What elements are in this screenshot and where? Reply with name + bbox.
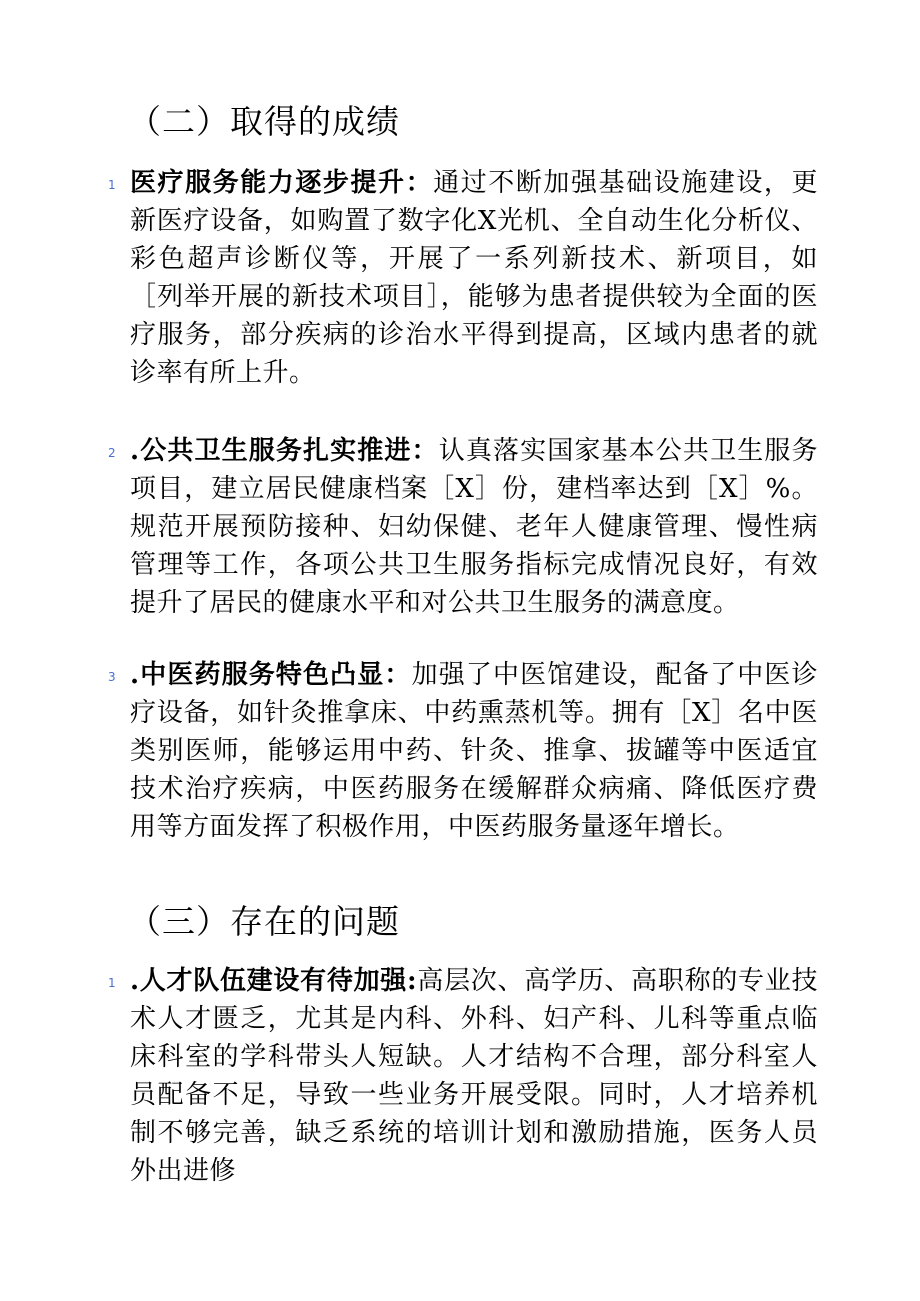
paragraph bbox=[130, 962, 818, 1190]
item-body: 认真落实国家基本公共卫生服务项目，建立居民健康档案［X］份，建档率达到［X］%。规范开展预防接种、妇幼保健、老年人健康管理、慢性病管理等工作，各项公共卫生服务指标完成情况良好，有效提升了居民的健康水平和对公共卫生服务的满意度。 bbox=[130, 436, 818, 618]
list-number: 3 bbox=[108, 670, 116, 684]
paragraph bbox=[130, 164, 818, 392]
list-number: 1 bbox=[108, 976, 116, 990]
paragraph bbox=[130, 656, 818, 846]
list-number: 2 bbox=[108, 446, 116, 460]
item-body: 加强了中医馆建设，配备了中医诊疗设备，如针灸推拿床、中药熏蒸机等。拥有［X］名中医类别医师，能够运用中药、针灸、推拿、拔罐等中医适宜技术治疗疾病，中医药服务在缓解群众病痛、降低医疗费用等方面发挥了积极作用，中医药服务量逐年增长。 bbox=[130, 660, 818, 842]
item-body: 高层次、高学历、高职称的专业技术人才匮乏，尤其是内科、外科、妇产科、儿科等重点临床科室的学科带头人短缺。人才结构不合理，部分科室人员配备不足，导致一些业务开展受限。同时，人才培养机制不够完善，缺乏系统的培训计划和激励措施，医务人员外出进修 bbox=[130, 966, 818, 1186]
list-number: 1 bbox=[108, 178, 116, 192]
item-body: 通过不断加强基础设施建设，更新医疗设备，如购置了数字化X光机、全自动生化分析仪、彩色超声诊断仪等，开展了一系列新技术、新项目，如［列举开展的新技术项目］，能够为患者提供较为全面的医疗服务，部分疾病的诊治水平得到提高，区域内患者的就诊率有所上升。 bbox=[130, 168, 818, 388]
paragraph bbox=[130, 432, 818, 622]
item-lead: 医疗服务能力逐步提升： bbox=[130, 168, 434, 198]
item-lead: .中医药服务特色凸显： bbox=[130, 660, 412, 690]
section-heading-achievements: （二）取得的成绩 bbox=[128, 102, 400, 141]
item-lead: .公共卫生服务扎实推进： bbox=[130, 436, 439, 466]
item-lead: .人才队伍建设有待加强: bbox=[130, 966, 418, 996]
section-heading-problems: （三）存在的问题 bbox=[128, 902, 400, 941]
